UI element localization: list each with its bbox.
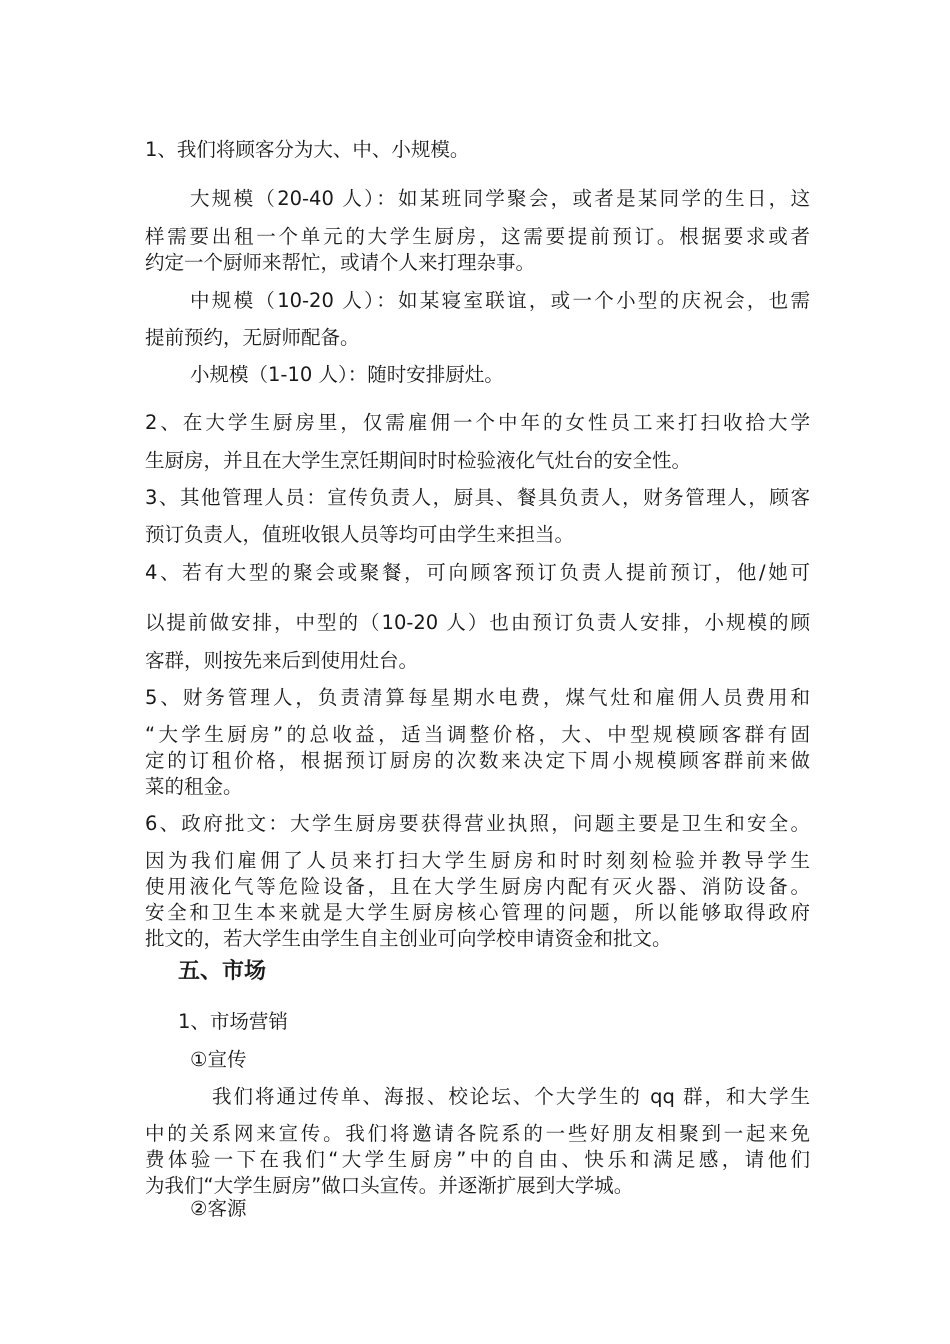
paragraph-line: 5、财务管理人，负责清算每星期水电费，煤气灶和雇佣人员费用和 — [145, 686, 810, 709]
paragraph-line: 4、若有大型的聚会或聚餐，可向顾客预订负责人提前预订，他/她可 — [145, 561, 810, 584]
subsection-item: ②客源 — [190, 1197, 247, 1220]
section-heading: 五、市场 — [178, 959, 267, 984]
subsection-title: 1、市场营销 — [178, 1010, 288, 1033]
subsection-item: ①宣传 — [190, 1048, 247, 1071]
paragraph-line: 提前预约，无厨师配备。 — [145, 326, 360, 349]
paragraph-line: 使用液化气等危险设备，且在大学生厨房内配有灭火器、消防设备。 — [145, 875, 810, 898]
paragraph-line: 费体验一下在我们“大学生厨房”中的自由、快乐和满足感，请他们 — [145, 1148, 810, 1171]
paragraph-line: 1、我们将顾客分为大、中、小规模。 — [145, 138, 470, 161]
paragraph-line: 中的关系网来宣传。我们将邀请各院系的一些好朋友相聚到一起来免 — [145, 1122, 810, 1145]
paragraph-line: 因为我们雇佣了人员来打扫大学生厨房和时时刻刻检验并教导学生 — [145, 849, 810, 872]
paragraph-line: 小规模（1-10 人）：随时安排厨灶。 — [190, 363, 504, 386]
paragraph-line: 我们将通过传单、海报、校论坛、个大学生的 qq 群，和大学生 — [212, 1085, 810, 1108]
paragraph-line: 2、在大学生厨房里，仅需雇佣一个中年的女性员工来打扫收拾大学 — [145, 411, 810, 434]
paragraph-line: 以提前做安排，中型的（10-20 人）也由预订负责人安排，小规模的顾 — [145, 611, 810, 634]
paragraph-line: 为我们“大学生厨房”做口头宣传。并逐渐扩展到大学城。 — [145, 1174, 634, 1197]
paragraph-line: 中规模（10-20 人）：如某寝室联谊，或一个小型的庆祝会，也需 — [190, 289, 810, 312]
paragraph-line: 客群，则按先来后到使用灶台。 — [145, 649, 419, 672]
paragraph-line: 菜的租金。 — [145, 775, 243, 798]
paragraph-line: 3、其他管理人员：宣传负责人，厨具、餐具负责人，财务管理人，顾客 — [145, 486, 810, 509]
paragraph-line: “大学生厨房”的总收益，适当调整价格，大、中型规模顾客群有固 — [145, 723, 810, 746]
paragraph-line: 约定一个厨师来帮忙，或请个人来打理杂事。 — [145, 251, 536, 274]
paragraph-line: 6、政府批文：大学生厨房要获得营业执照，问题主要是卫生和安全。 — [145, 812, 810, 835]
paragraph-line: 生厨房，并且在大学生烹饪期间时时检验液化气灶台的安全性。 — [145, 449, 692, 472]
paragraph-line: 安全和卫生本来就是大学生厨房核心管理的问题，所以能够取得政府 — [145, 901, 810, 924]
paragraph-line: 定的订租价格，根据预订厨房的次数来决定下周小规模顾客群前来做 — [145, 749, 810, 772]
paragraph-line: 预订负责人，值班收银人员等均可由学生来担当。 — [145, 523, 575, 546]
paragraph-line: 样需要出租一个单元的大学生厨房，这需要提前预订。根据要求或者 — [145, 225, 810, 248]
paragraph-line: 大规模（20-40 人）：如某班同学聚会，或者是某同学的生日，这 — [190, 187, 810, 210]
paragraph-line: 批文的，若大学生由学生自主创业可向学校申请资金和批文。 — [145, 927, 672, 950]
